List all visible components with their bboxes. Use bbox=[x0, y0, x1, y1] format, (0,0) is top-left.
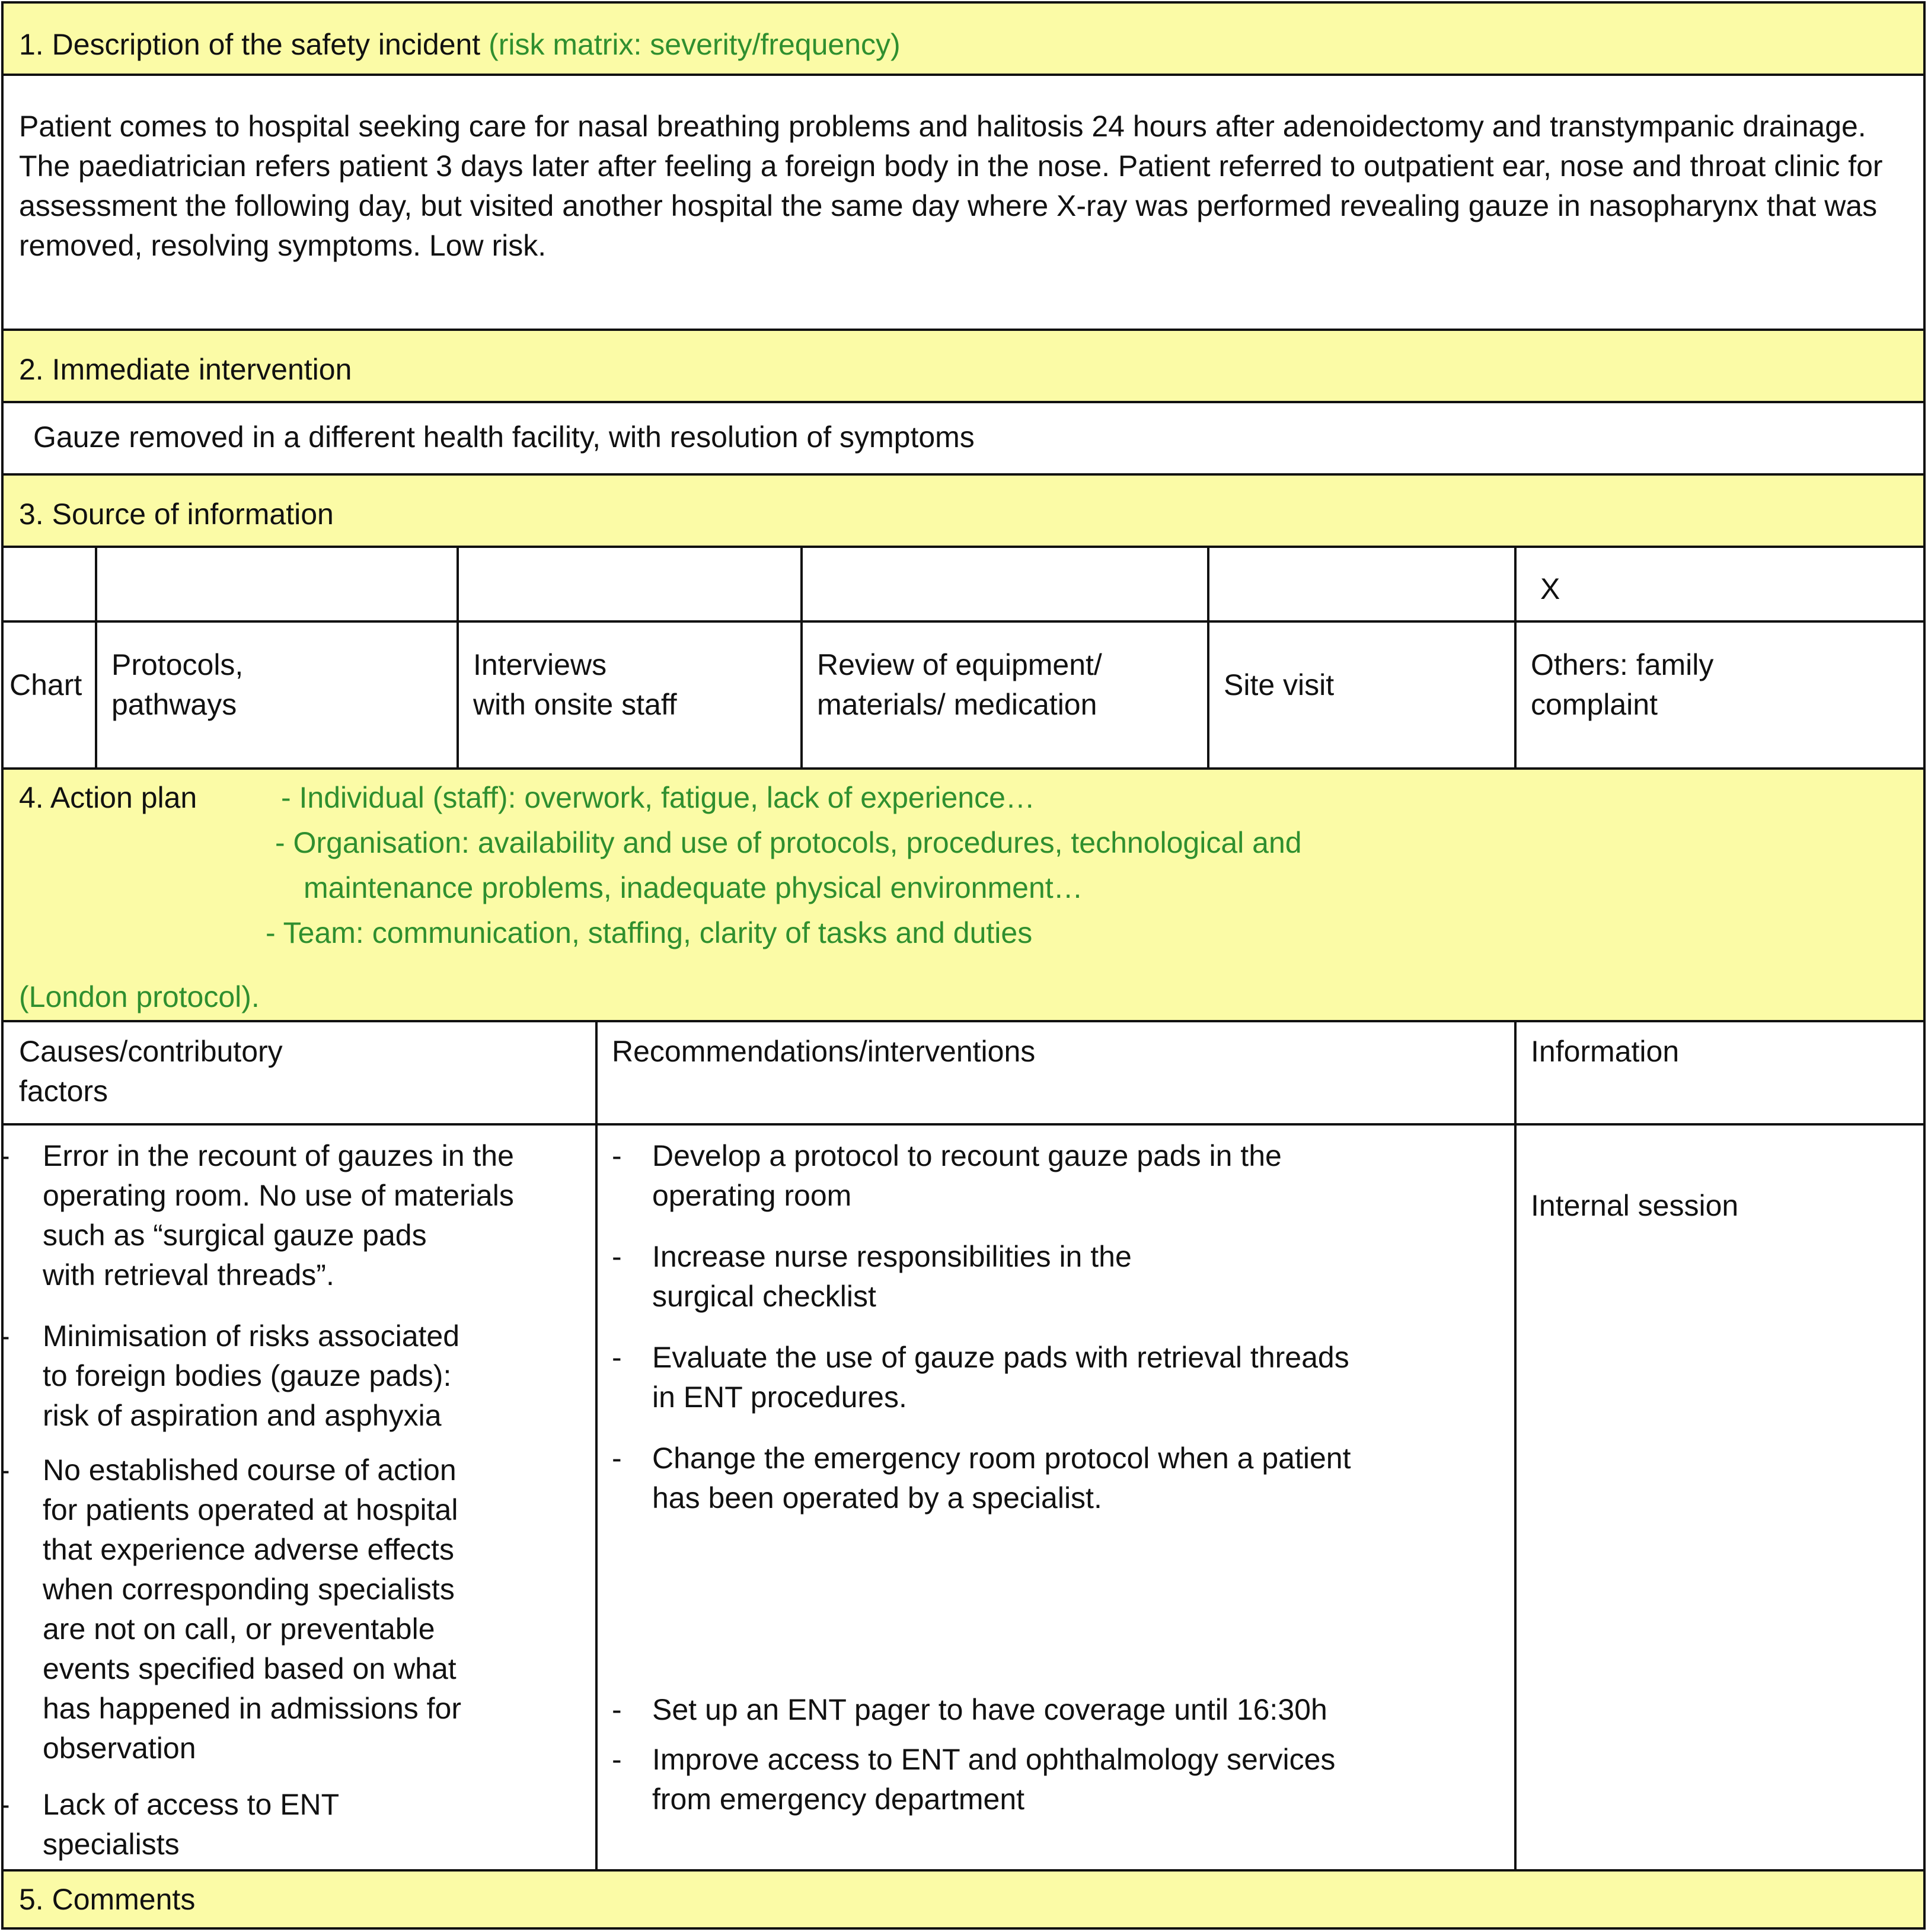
header-recommendations: Recommendations/interventions bbox=[612, 1035, 1036, 1068]
hint-london-protocol: (London protocol). bbox=[19, 980, 260, 1013]
section-3-title: 3. Source of information bbox=[19, 498, 334, 531]
cause-item: - Minimisation of risks associated to foreign bodies (gauze pads): risk of aspiration and asphyxia bbox=[0, 1319, 460, 1432]
cause-item: - Lack of access to ENT specialists bbox=[0, 1788, 340, 1861]
cause-item: - Error in the recount of gauzes in the operating room. No use of materials such as “surgical gauze pads with retrieval threads”. bbox=[0, 1139, 514, 1292]
incident-report-form bbox=[1, 1, 1926, 1930]
cause-item: - No established course of action for patients operated at hospital that experience adverse effects when corresponding specialists are not on call, or preventable events specified based on what has happened in admissions for observation bbox=[0, 1453, 462, 1765]
hint-individual: - Individual (staff): overwork, fatigue, lack of experience… bbox=[281, 781, 1035, 814]
section-1-title-line bbox=[19, 25, 901, 65]
incident-description: Patient comes to hospital seeking care for nasal breathing problems and halitosis 24 hours after adenoidectomy and transtympanic drainage. The paediatrician refers patient 3 days later after feeling a foreign body in the nose. Patient referred to outpatient ear, nose and throat clinic for assessment the following day, but visited another hospital the same day where X-ray was performed revealing gauze in nasopharynx that was removed, resolving symptoms. Low risk. bbox=[19, 110, 1883, 262]
source-mark-others[interactable]: X bbox=[1540, 572, 1560, 605]
recommendation-item: - Change the emergency room protocol when a patient has been operated by a specialist. bbox=[612, 1442, 1351, 1515]
recommendation-item: - Increase nurse responsibilities in the surgical checklist bbox=[612, 1240, 1132, 1313]
source-label-chart: Chart bbox=[9, 668, 82, 702]
hint-organisation-line2: maintenance problems, inadequate physical environment… bbox=[304, 871, 1083, 904]
hint-team: - Team: communication, staffing, clarity of tasks and duties bbox=[266, 916, 1033, 949]
recommendation-item: - Improve access to ENT and ophthalmology services from emergency department bbox=[612, 1743, 1336, 1816]
section-5-title: 5. Comments bbox=[19, 1883, 196, 1916]
source-label-interviews: Interviews with onsite staff bbox=[473, 648, 677, 721]
source-label-site-visit: Site visit bbox=[1224, 668, 1335, 702]
header-causes: Causes/contributory factors bbox=[19, 1035, 283, 1108]
header-information: Information bbox=[1531, 1035, 1680, 1068]
recommendation-item: - Develop a protocol to recount gauze pads in the operating room bbox=[612, 1139, 1282, 1212]
section-2-title: 2. Immediate intervention bbox=[19, 353, 352, 386]
section-5-header bbox=[4, 1872, 1923, 1927]
section-4-title: 4. Action plan bbox=[19, 781, 197, 814]
hint-organisation-line1: - Organisation: availability and use of protocols, procedures, technological and bbox=[275, 826, 1302, 859]
immediate-intervention-text: Gauze removed in a different health facility, with resolution of symptoms bbox=[33, 420, 975, 454]
recommendation-item: - Set up an ENT pager to have coverage until 16:30h bbox=[612, 1693, 1327, 1726]
section-1-hint: (risk matrix: severity/frequency) bbox=[489, 28, 901, 61]
section-1-title: 1. Description of the safety incident bbox=[19, 28, 481, 61]
recommendation-item: - Evaluate the use of gauze pads with retrieval threads in ENT procedures. bbox=[612, 1341, 1349, 1414]
source-label-equipment: Review of equipment/ materials/ medication bbox=[817, 648, 1102, 721]
information-text: Internal session bbox=[1531, 1189, 1739, 1222]
source-label-others: Others: family complaint bbox=[1531, 648, 1714, 721]
source-label-protocols: Protocols, pathways bbox=[111, 648, 244, 721]
